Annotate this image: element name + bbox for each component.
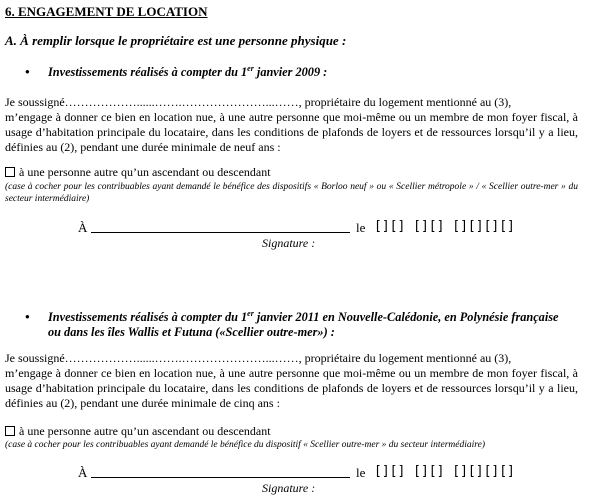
block2-para-body: m’engage à donner ce bien en location nue, à une autre personne que moi-même ou un membre de mon foyer fiscal, à usage d’habitation principale du locataire, dans les conditions de plafonds de loyers et de ressources lorsqu’il y a lieu, définies au (2), pendant une durée minimale de cinq ans :	[5, 366, 578, 410]
block2-checkbox-label: à une personne autre qu’un ascendant ou descendant	[19, 424, 271, 438]
block1-place-field[interactable]	[91, 232, 350, 233]
section-title: 6. ENGAGEMENT DE LOCATION	[5, 4, 208, 19]
block1-heading: • Investissements réalisés à compter du 1er janvier 2009 :	[25, 63, 328, 79]
block2-date-boxes[interactable]: [][] [][] [][][][]	[374, 464, 515, 479]
block1-para-body: m’engage à donner ce bien en location nue, à une autre personne que moi-même ou un membre de mon foyer fiscal, à usage d’habitation principale du locataire, dans les conditions de plafonds de loyers et de ressources lorsqu’il y a lieu, définies au (2), pendant une durée minimale de neuf ans :	[5, 110, 578, 154]
block1-le-label: le	[356, 220, 366, 235]
block1-para-line1: Je soussigné………………......…….…………………...……, propriétaire du logement mentionné au (3),	[5, 95, 512, 109]
block1-signature-label: Signature :	[262, 236, 316, 250]
block2-para-line1: Je soussigné………………......…….…………………...……, propriétaire du logement mentionné au (3),	[5, 351, 512, 365]
block2-a-label: À	[78, 465, 88, 480]
block2-heading-line2: ou dans les îles Wallis et Futuna («Scellier outre-mer») :	[48, 325, 335, 339]
block2-heading: • Investissements réalisés à compter du 1er janvier 2011 en Nouvelle-Calédonie, en Polynésie française	[25, 308, 559, 324]
checkbox-icon[interactable]	[5, 426, 15, 436]
block2-checkbox-note: (case à cocher pour les contribuables ayant demandé le bénéfice du dispositif « Scellier outre-mer » du secteur intermédiaire)	[5, 440, 485, 450]
block2-checkbox-row[interactable]	[5, 424, 271, 439]
checkbox-icon[interactable]	[5, 167, 15, 177]
block2-place-field[interactable]	[91, 477, 350, 478]
block1-checkbox-note: (case à cocher pour les contribuables ayant demandé le bénéfice des dispositifs « Borloo neuf » ou « Scellier métropole » / « Scellier outre-mer » du secteur intermédiaire)	[5, 182, 578, 204]
bullet-icon: •	[25, 64, 30, 79]
subsection-a-title: A. À remplir lorsque le propriétaire est une personne physique :	[5, 33, 347, 48]
bullet-icon: •	[25, 309, 30, 324]
block1-date-boxes[interactable]: [][] [][] [][][][]	[374, 219, 515, 234]
block1-checkbox-label: à une personne autre qu’un ascendant ou descendant	[19, 165, 271, 179]
block1-checkbox-row[interactable]	[5, 165, 271, 180]
block2-le-label: le	[356, 465, 366, 480]
block2-signature-label: Signature :	[262, 481, 316, 495]
block1-a-label: À	[78, 220, 88, 235]
